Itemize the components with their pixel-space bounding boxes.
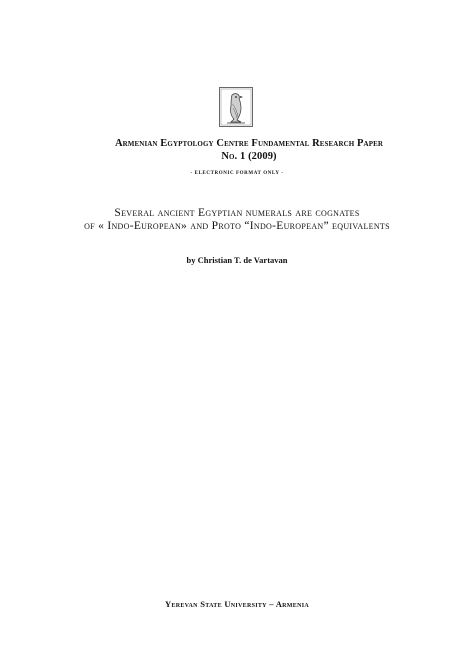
author-line: by Christian T. de Vartavan	[186, 255, 288, 265]
falcon-emblem-icon	[219, 87, 253, 127]
paper-number: No. 1 (2009)	[221, 151, 277, 162]
paper-title-line-1: Several ancient Egyptian numerals are cognates	[114, 207, 360, 219]
institution-footer: Yerevan State University – Armenia	[165, 599, 309, 609]
paper-title-line-2: of « Indo-European» and Proto “Indo-European” equivalents	[84, 220, 390, 232]
format-note: - ELECTRONIC FORMAT ONLY -	[190, 171, 284, 176]
series-title: Armenian Egyptology Centre Fundamental Research Paper	[114, 138, 384, 149]
